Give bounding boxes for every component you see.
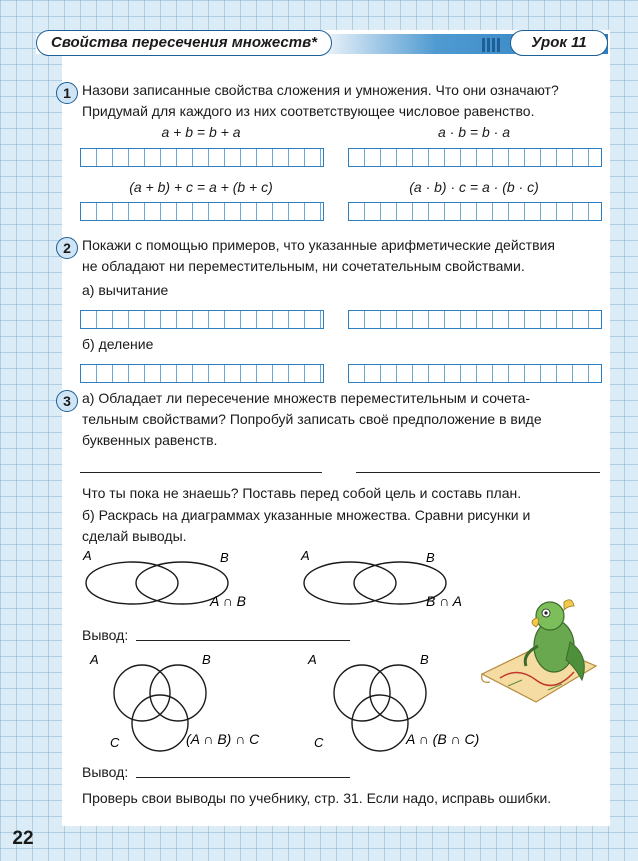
answer-cells-2b-right[interactable] xyxy=(348,364,602,383)
answer-cells-1d[interactable] xyxy=(348,202,602,221)
task-2-text-line-1: Покажи с помощью примеров, что указанные арифметические действия xyxy=(82,237,555,253)
header-stripes xyxy=(482,38,502,52)
answer-line-left[interactable] xyxy=(80,472,322,473)
task-2-number: 2 xyxy=(56,237,78,259)
venn-diagram-b-cap-a[interactable] xyxy=(298,548,498,618)
formula-add-associative: (a + b) + c = a + (b + c) xyxy=(129,179,273,195)
diagram-4-expression: A ∩ (B ∩ C) xyxy=(406,731,480,747)
task-2-item-a: а) вычитание xyxy=(82,282,169,298)
set-c-circle[interactable] xyxy=(132,695,188,751)
diagram-2-expression: B ∩ A xyxy=(426,593,462,609)
answer-line-right[interactable] xyxy=(356,472,600,473)
set-b-circle[interactable] xyxy=(150,665,206,721)
task-3-number: 3 xyxy=(56,390,78,412)
label-b: B xyxy=(202,652,211,667)
label-c: C xyxy=(110,735,120,750)
answer-cells-2a-right[interactable] xyxy=(348,310,602,329)
venn-diagram-a-cap-b[interactable] xyxy=(80,548,280,618)
task-2-item-b: б) деление xyxy=(82,336,154,352)
task-3-text-line-4: Что ты пока не знаешь? Поставь перед собой цель и составь план. xyxy=(82,485,522,501)
label-a: A xyxy=(83,548,92,563)
label-b: B xyxy=(420,652,429,667)
set-a-circle[interactable] xyxy=(334,665,390,721)
diagram-1-expression: A ∩ B xyxy=(210,593,246,609)
label-c: C xyxy=(314,735,324,750)
task-3-text-line-6: сделай выводы. xyxy=(82,528,187,544)
lesson-number: Урок 11 xyxy=(510,30,608,56)
answer-cells-1a[interactable] xyxy=(80,148,324,167)
formula-mul-associative: (a · b) · c = a · (b · c) xyxy=(409,179,539,195)
task-1-text-line-1: Назови записанные свойства сложения и умножения. Что они означают? xyxy=(82,82,559,98)
answer-cells-1c[interactable] xyxy=(80,202,324,221)
formula-add-commutative: a + b = b + a xyxy=(161,124,241,140)
label-b: B xyxy=(220,550,229,565)
set-a-ellipse[interactable] xyxy=(304,562,396,604)
set-c-circle[interactable] xyxy=(352,695,408,751)
answer-cells-2a-left[interactable] xyxy=(80,310,324,329)
task-3-text-line-3: буквенных равенств. xyxy=(82,432,218,448)
task-2-text-line-2: не обладают ни переместительным, ни сочетательным свойствами. xyxy=(82,258,525,274)
set-a-circle[interactable] xyxy=(114,665,170,721)
label-a: A xyxy=(308,652,317,667)
conclusion-label-1: Вывод: xyxy=(82,627,129,643)
task-3-text-line-2: тельным свойствами? Попробуй записать своё предположение в виде xyxy=(82,411,542,427)
page-number: 22 xyxy=(12,828,34,849)
task-1-number: 1 xyxy=(56,82,78,104)
conclusion-line-2[interactable] xyxy=(136,777,350,778)
task-1-text-line-2: Придумай для каждого из них соответствующее числовое равенство. xyxy=(82,103,535,119)
answer-cells-2b-left[interactable] xyxy=(80,364,324,383)
label-a: A xyxy=(90,652,99,667)
venn-diagram-a-cap-bc[interactable] xyxy=(300,650,520,760)
answer-cells-1b[interactable] xyxy=(348,148,602,167)
set-a-ellipse[interactable] xyxy=(86,562,178,604)
conclusion-line-1[interactable] xyxy=(136,640,350,641)
lesson-title: Свойства пересечения множеств* xyxy=(36,30,332,56)
venn-diagram-ab-cap-c[interactable] xyxy=(80,650,300,760)
label-a: A xyxy=(301,548,310,563)
lesson-header xyxy=(36,30,608,56)
task-3-final-instruction: Проверь свои выводы по учебнику, стр. 31. Если надо, исправь ошибки. xyxy=(82,790,552,806)
label-b: B xyxy=(426,550,435,565)
conclusion-label-2: Вывод: xyxy=(82,764,129,780)
task-3-text-line-5: б) Раскрась на диаграммах указанные множества. Сравни рисунки и xyxy=(82,507,531,523)
diagram-3-expression: (A ∩ B) ∩ C xyxy=(186,731,260,747)
formula-mul-commutative: a · b = b · a xyxy=(438,124,510,140)
set-b-circle[interactable] xyxy=(370,665,426,721)
task-3-text-line-1: а) Обладает ли пересечение множеств переместительным и сочета- xyxy=(82,390,531,406)
